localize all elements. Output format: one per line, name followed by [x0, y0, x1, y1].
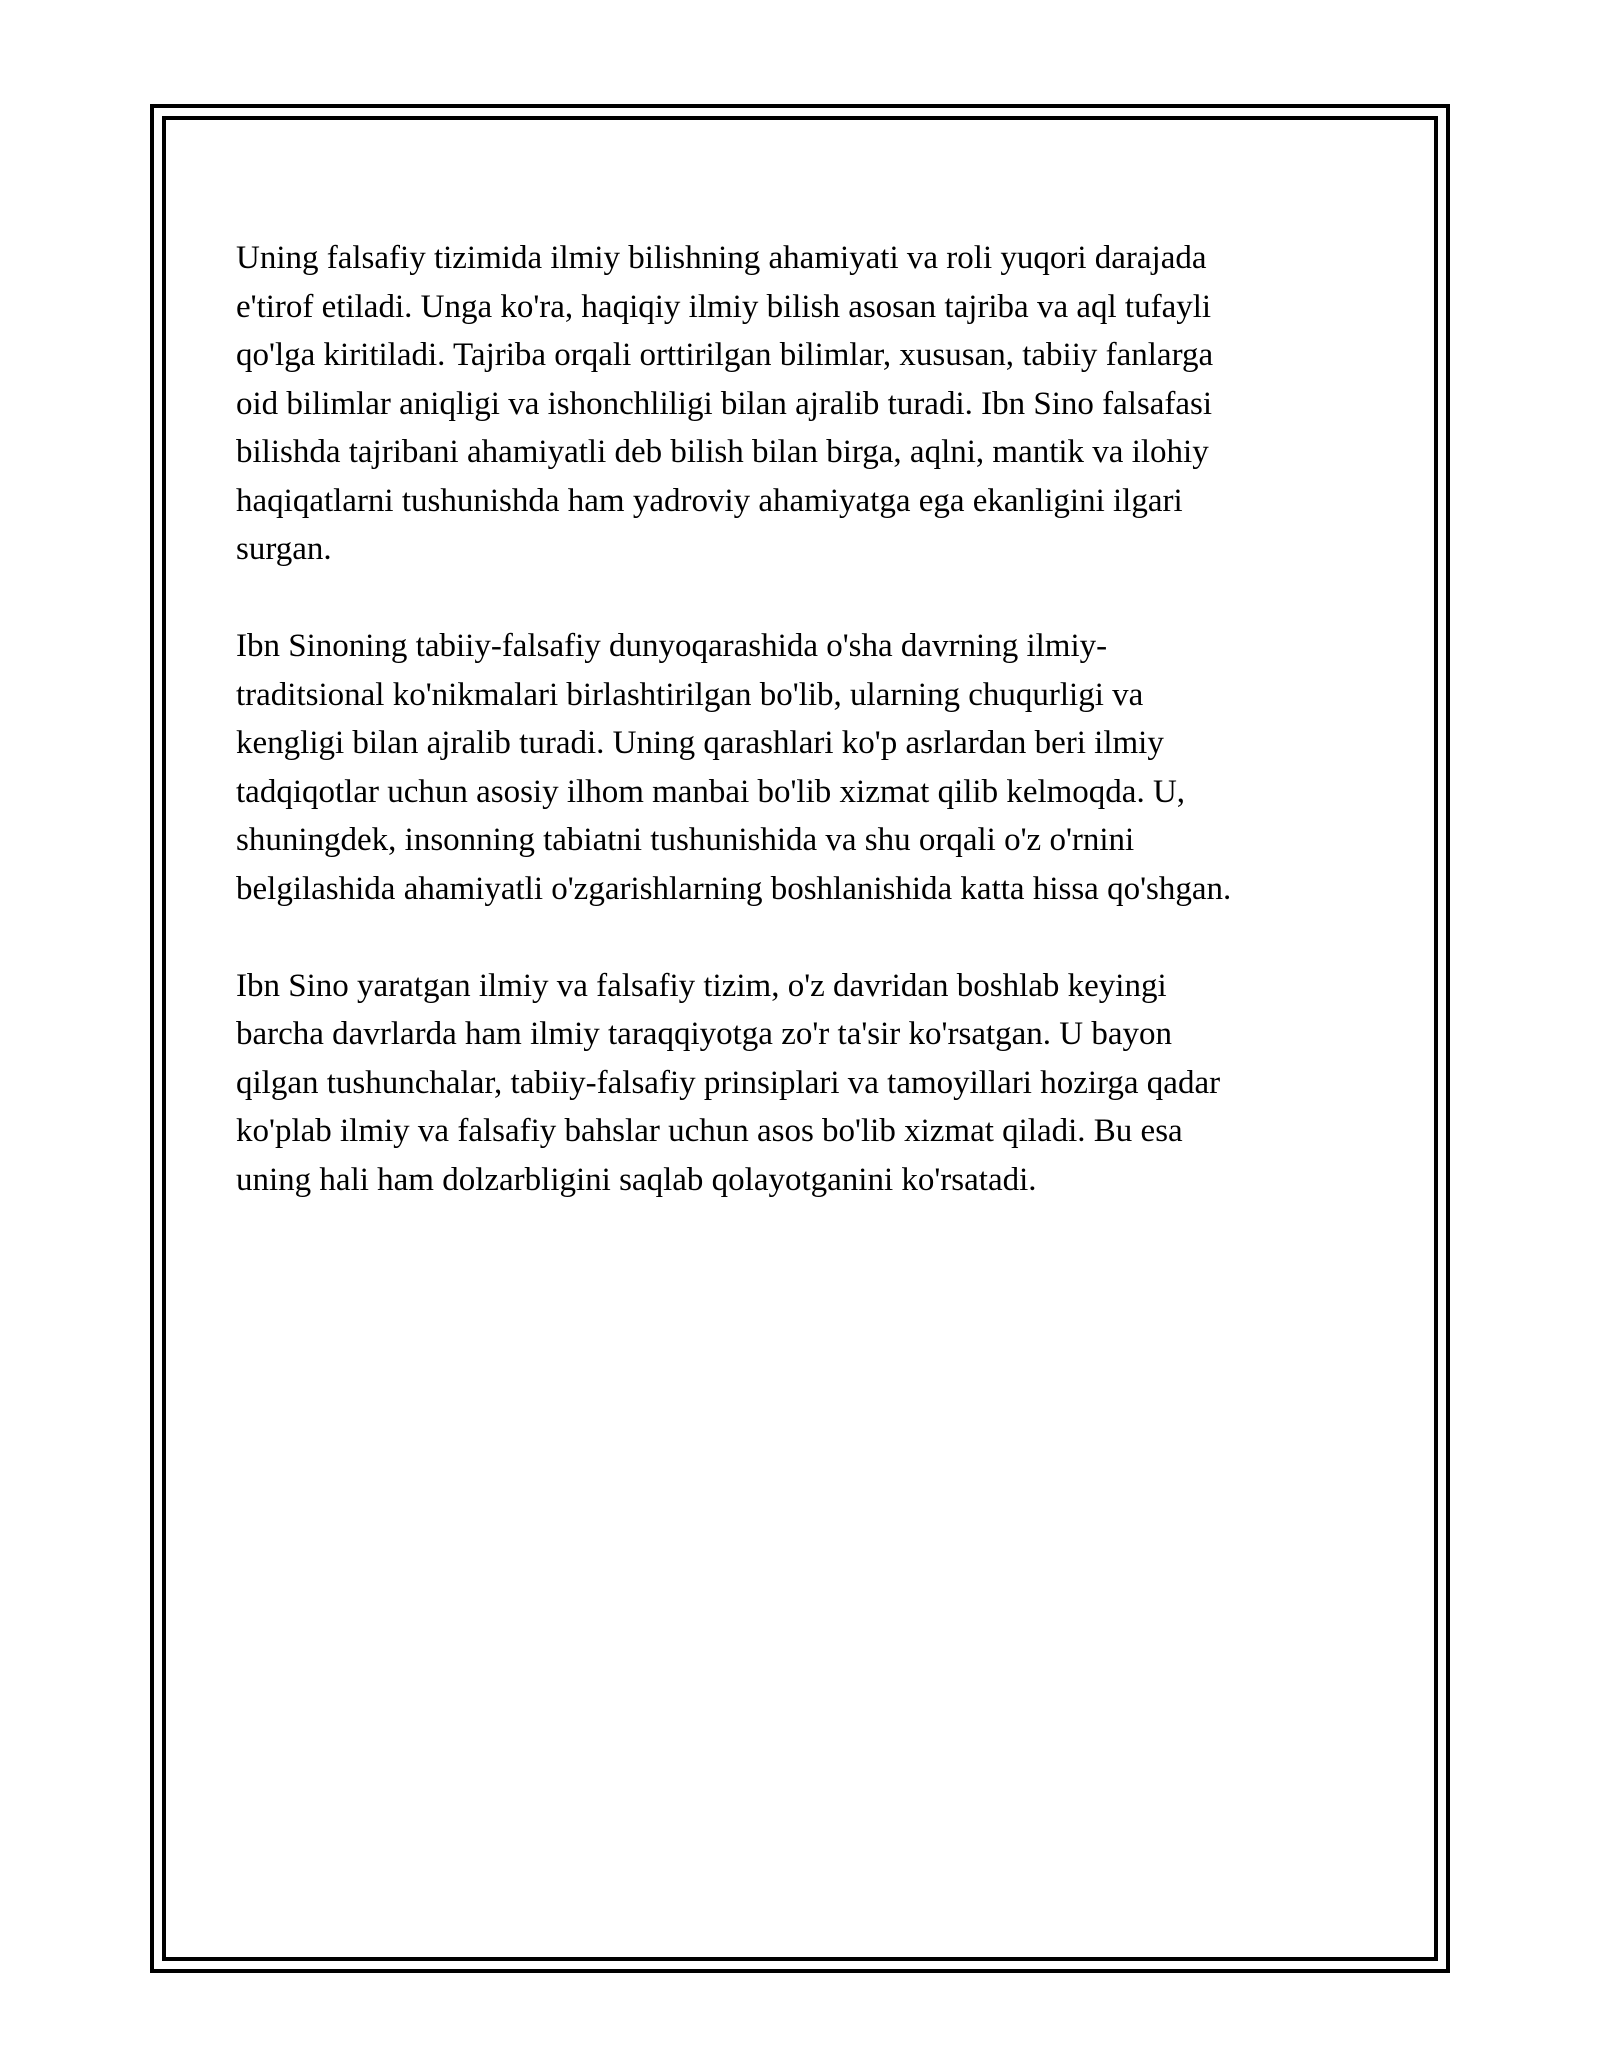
- text-line: oid bilimlar aniqligi va ishonchliligi bilan ajralib turadi. Ibn Sino falsafasi: [236, 385, 1213, 422]
- text-line: Ibn Sinoning tabiiy-falsafiy dunyoqarashida o'sha davrning ilmiy-: [236, 628, 1108, 664]
- text-line: belgilashida ahamiyatli o'zgarishlarning boshlanishida katta hissa qo'shgan.: [236, 870, 1232, 907]
- text-line: haqiqatlarni tushunishda ham yadroviy ahamiyatga ega ekanligini ilgari: [236, 482, 1183, 519]
- text-line: uning hali ham dolzarbligini saqlab qolayotganini ko'rsatadi.: [236, 1161, 1037, 1198]
- text-line: barcha davrlarda ham ilmiy taraqqiyotga zo'r ta'sir ko'rsatgan. U bayon: [236, 1016, 1173, 1052]
- text-line: surgan.: [236, 531, 332, 567]
- paragraph-3: [236, 962, 1396, 1205]
- paragraph-1: [236, 234, 1396, 574]
- text-line: Uning falsafiy tizimida ilmiy bilishning ahamiyati va roli yuqori darajada: [236, 240, 1207, 276]
- document-body: [236, 234, 1396, 1253]
- text-line: qilgan tushunchalar, tabiiy-falsafiy prinsiplari va tamoyillari hozirga qadar: [236, 1064, 1221, 1101]
- text-line: ko'plab ilmiy va falsafiy bahslar uchun asos bo'lib xizmat qiladi. Bu esa: [236, 1113, 1183, 1149]
- text-line: shuningdek, insonning tabiatni tushunishida va shu orqali o'z o'rnini: [236, 822, 1135, 858]
- paragraph-2: [236, 622, 1396, 913]
- text-line: qo'lga kiritiladi. Tajriba orqali orttirilgan bilimlar, xususan, tabiiy fanlarga: [236, 337, 1214, 373]
- text-line: bilishda tajribani ahamiyatli deb bilish bilan birga, aqlni, mantik va ilohiy: [236, 434, 1209, 470]
- text-line: kengligi bilan ajralib turadi. Uning qarashlari ko'p asrlardan beri ilmiy: [236, 725, 1164, 761]
- text-line: Ibn Sino yaratgan ilmiy va falsafiy tizim, o'z davridan boshlab keyingi: [236, 967, 1167, 1004]
- text-line: tadqiqotlar uchun asosiy ilhom manbai bo'lib xizmat qilib kelmoqda. U,: [236, 773, 1186, 810]
- text-line: traditsional ko'nikmalari birlashtirilgan bo'lib, ularning chuqurligi va: [236, 676, 1144, 713]
- text-line: e'tirof etiladi. Unga ko'ra, haqiqiy ilmiy bilish asosan tajriba va aql tufayli: [236, 288, 1212, 325]
